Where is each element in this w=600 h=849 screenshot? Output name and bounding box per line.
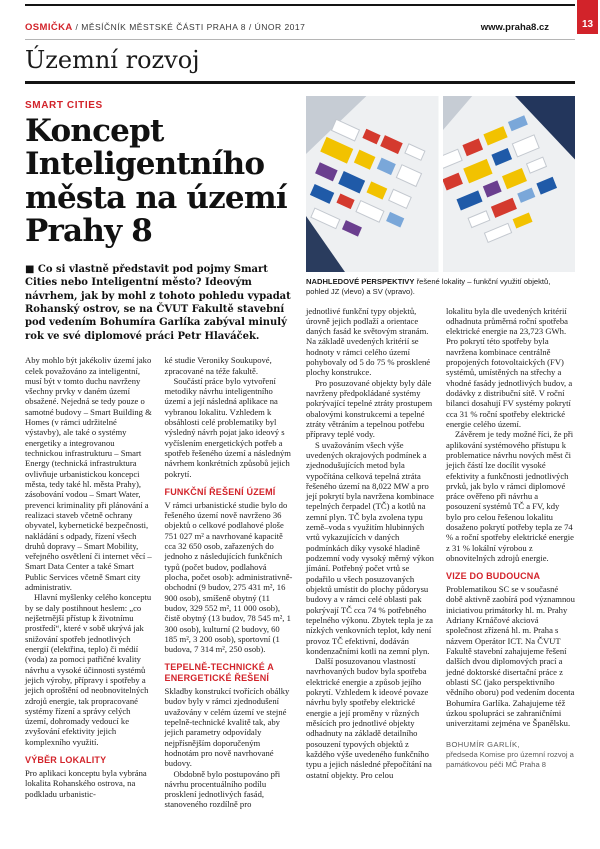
column-subhead: TEPELNĚ-TECHNICKÉ A ENERGETICKÉ ŘEŠENÍ (164, 662, 274, 684)
masthead-left (25, 17, 305, 35)
brand-name: OSMIČKA (25, 22, 73, 33)
figure-caption (306, 277, 575, 298)
article-left-half (25, 96, 293, 810)
text-column-2 (165, 355, 294, 810)
column-subhead: VÝBĚR LOKALITY (25, 755, 107, 766)
website-url: www.praha8.cz (480, 22, 549, 33)
column-paragraph: lokalitu byla dle uvedených kritérií odhadnuta průměrná roční spotřeba elektrické energie na 23,723 GWh. Pro pokrytí této spotřeby byla navržena kombinace centrálně propojených fotovoltaických (FV) systémů, umístěných na střechy a vhodné fasády jednotlivých budov, a dodávky z distribuční sítě. V roční bilanci dosahují FV systémy pokrytí cca 31 % roční spotřeby elektrické energie celého území. (446, 305, 573, 429)
column-subhead: VIZE DO BUDOUCNA (446, 571, 541, 582)
aerial-render-view-jz (306, 96, 439, 272)
aerial-figure (306, 96, 575, 298)
masthead (25, 6, 575, 40)
aerial-render-view-sv (443, 96, 576, 272)
aerial-images (306, 96, 575, 272)
section-rule (25, 81, 575, 84)
lede-paragraph: ■ Co si vlastně představit pod pojmy Smart Cities nebo Inteligentní město? Ideovým návrhem, jak by mohl z tohoto pohledu vypadat Rohanský ostrov, se na ČVUT Fakultě stavební pod vedením Bohumíra Garlíka zabýval minulý rok ve své diplomové práci Petr Hlaváček. (25, 263, 291, 342)
figure-caption-text: řešené lokality – funkční využití objektů, pohled JZ (vlevo) a SV (vpravo). (306, 277, 551, 297)
text-column-4 (446, 306, 575, 780)
article (25, 96, 575, 810)
column-paragraph: S uvažováním všech výše uvedených okrajových podmínek a zjednodušujících metod byla vypočítána celková tepelná ztráta řešeného území na 8,022 MW a pro její pokrytí byla navržena kombinace tepelných čerpadel (TČ) a kotlů na zemní plyn. TČ byla zvolena typu země–voda s využitím hlubinných vrtů vykazujících v daných podmínkách díky vysoké hladině podzemní vody vysoký měrný výkon jímání. Potřebný počet vrtů se podařilo u všech posuzovaných objektů umístit do plochy půdorysu budovy a v rámci celé oblasti pak pokrývají TČ cca 74 % potřebného tepelného výkonu. Zbytek tepla je za nízkých venkovních teplot, kdy není provoz TČ efektivní, dodáván kondenzačními kotli na zemní plyn. (306, 439, 434, 656)
column-paragraph: V rámci urbanistické studie bylo do řešeného území nově navrženo 36 objektů o celkové podlahové ploše 751 027 m² a navrhované kapacitě cca 32 650 osob, zařazených do jednoho z následujících funkčních typů (počet budov, podlahová plocha, počet osob): administrativně-obchodní (9 budov, 275 431 m², 16 900 osob), smíšeně obytný (11 budov, 329 552 m², 11 000 osob), čistě obytný (13 budov, 78 545 m², 1 300 osob), kulturní (2 budovy, 60 185 m², 3 200 osob), sportovní (1 budova, 7 314 m², 250 osob). (164, 499, 293, 655)
column-paragraph: Skladby konstrukcí tvořících obálky budov byly v rámci zjednodušení uvažovány v celém území ve stejné tepelně-technické kvalitě tak, aby jejich parametry odpovídaly nejpřísnějším doporučeným hodnotám pro nově navrhované budovy. (164, 686, 290, 769)
kicker: SMART CITIES (25, 100, 103, 111)
column-paragraph: Pro aplikaci konceptu byla vybrána lokalita Rohanského ostrova, na podkladu urbanistic- (25, 767, 147, 799)
column-paragraph: Další posuzovanou vlastností navrhovaných budov byla spotřeba elektrické energie a způsob jejího pokrytí. Vzhledem k ideové povaze návrhu byly spotřeby elektrické energie a její proměny v různých měsících pro jednotlivé objekty odhadnuty na základě detailního posouzení typových objektů z každého výše uvedeného funkčního typu a jejich následné přepočítání na ostatní objekty. Pro celou (306, 656, 432, 780)
section-title: Územní rozvoj (25, 46, 200, 74)
column-paragraph: Závěrem je tedy možné říci, že při aplikování systémového přístupu k problematice návrhu nových měst či jejich částí lze docílit vysoké efektivity a funkčnosti jednotlivých prvků, jak bylo v rámci diplomové práce ověřeno při návrhu a posouzení systémů TČ a FV, kdy bylo pro celou řešenou lokalitu dosaženo pokrytí potřeby tepla ze 74 % a roční spotřeby elektrické energie z 31 % lokální výrobou z obnovitelných zdrojů energie. (446, 429, 574, 563)
page-number-badge: 13 (577, 0, 598, 34)
column-paragraph: Pro posuzované objekty byly dále navrženy předpokládané systémy pokrývající tepelné ztráty prostupem obalovými konstrukcemi a tepelné ztráty větráním a tepelnou potřebu přípravy teplé vody. (306, 377, 433, 440)
text-columns-right (306, 306, 575, 780)
headline: Koncept Inteligentního města na území Prahy 8 (25, 113, 287, 250)
text-column-3 (306, 306, 435, 780)
text-column-1 (25, 355, 154, 810)
author-signature: BOHUMÍR GARLÍK, (446, 740, 520, 750)
figure-caption-label: NADHLEDOVÉ PERSPEKTIVY (306, 277, 415, 286)
article-right-half (306, 96, 575, 810)
column-paragraph: ké studie Veroniky Soukupové, zpracované na téže fakultě. (164, 355, 272, 376)
column-paragraph: Aby mohlo být jakékoliv území jako celek považováno za inteligentní, musí být v tomto duchu navrženy všechny prvky v daném území obsažené. Nejedná se tedy pouze o samotné budovy – Smart Building & Homes (v rámci udržitelné výstavby), ale také o systémy energetiky a integrovanou technickou infrastrukturu – Smart Energy (technická infrastruktura ovlivňuje urbanistickou koncepci města, tedy také hl. města Prahy), zásobování vodou – Smart Water, prevenci kriminality při plánování a realizaci staveb včetně ochrany obyvatel, kybernetické bezpečnosti, nakládání s odpady, řízení všech druhů dopravy – Smart Mobility, veřejného osvětlení či internet věcí – Smart Data Center a také Smart Public Services včetně Smart city administrativ. (25, 355, 152, 593)
column-paragraph: Součástí práce bylo vytvoření metodiky návrhu inteligentního území a její následná aplikace na vybranou lokalitu. Vzhledem k obsáhlosti celé problematiky byl výsledný návrh pojat jako ideový s vyčíslením energetických potřeb a spotřeb řešeného území a následným návrhem konkrétních způsobů jejich pokrytí. (164, 375, 291, 479)
column-paragraph: Hlavní myšlenky celého konceptu by se daly postihnout heslem: „co nejšetrnější přístup k životnímu prostředí“, které v sobě ukrývá jak snižování spotřeb jednotlivých energií (elektřina, teplo) či médií (voda) za pomoci patřičné kvality návrhu a vysoké účinnosti systémů jejich výroby, přípravy i spotřeby a jejich oproštění od neobnovitelných zdrojů energie, tak propracované systémy řízení a správy celých území, dohromady vedoucí ke zvyšování efektivity jejich komplexního využití. (25, 592, 152, 747)
column-paragraph: Obdobně bylo postupováno při návrhu procentuálního podílu prosklení jednotlivých fasád, stanoveného rozdílně pro (164, 768, 281, 810)
author-role: předseda Komise pro územní rozvoj a památkovou péči MČ Praha 8 (446, 749, 574, 769)
column-paragraph: Problematikou SC se v současné době aktivně zaobírá pod významnou iniciativou primátorky hl. m. Prahy Adriany Krnáčové akciová společnost zřízená hl. m. Praha s názvem Operátor ICT. Na ČVUT Fakultě stavební zahajujeme řešení dalších dvou diplomových prací a jedné doktorské disertační práce z oblasti SC (jako perspektivního vědního oboru) pod vedením docenta Bohumíra Garlíka. Zahajujeme též úzkou spolupráci se zahraničními univerzitami zejména ve Španělsku. (446, 584, 575, 729)
column-subhead: FUNKČNÍ ŘEŠENÍ ÚZEMÍ (164, 486, 276, 497)
masthead-issue-info: / MĚSÍČNÍK MĚSTSKÉ ČÁSTI PRAHA 8 / ÚNOR 2017 (72, 22, 306, 32)
text-columns-left (25, 355, 293, 810)
column-paragraph: jednotlivé funkční typy objektů, úrovně jejich podlaží a orientace daných fasád ke světovým stranám. Na základě uvedených kritérií se hodnoty v rámci celého území pohybovaly od 5 do 75 % prosklené plochy konstrukce. (306, 305, 431, 378)
